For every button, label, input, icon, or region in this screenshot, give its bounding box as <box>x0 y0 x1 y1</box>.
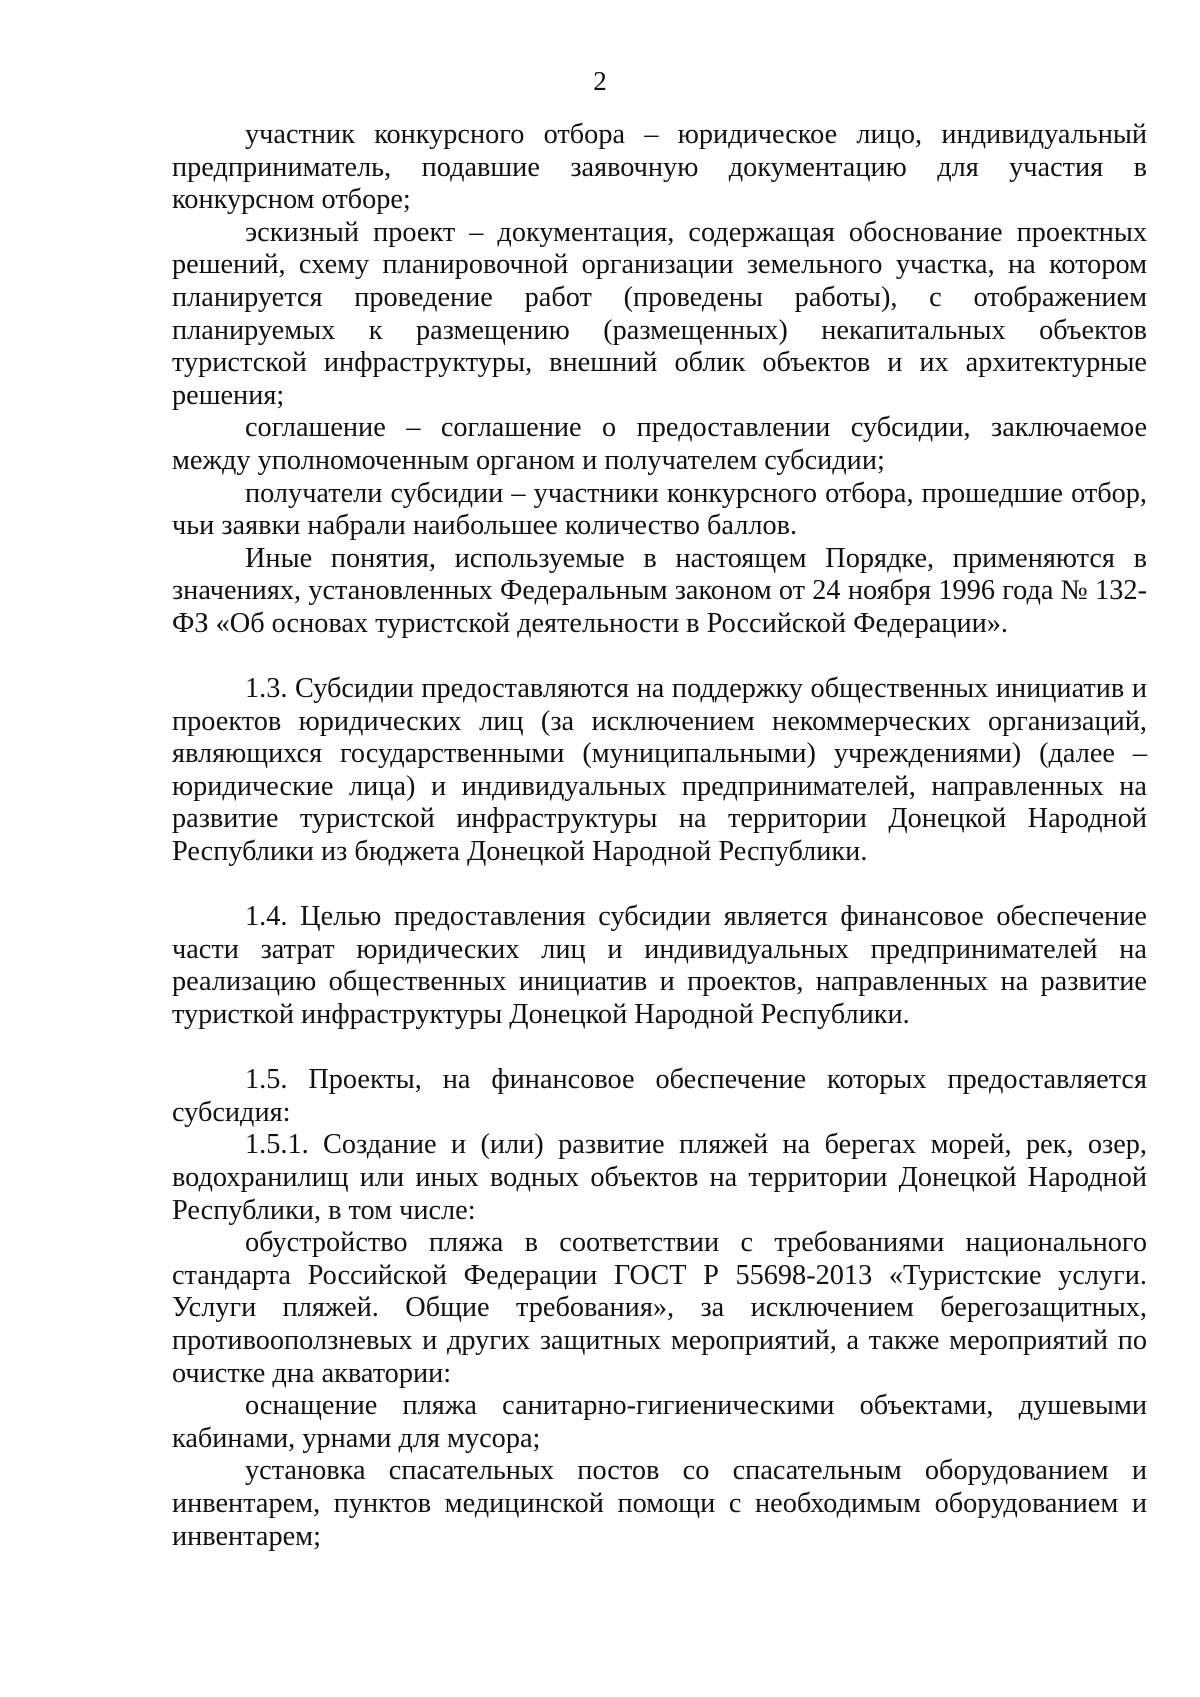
paragraph-definition-sketch-project: эскизный проект – документация, содержащая обоснование проектных решений, схему планировочной организации земельного участка, на котором планируется проведение работ (проведены работы), с отображением планируемых к размещению (размещенных) некапитальных объектов туристской инфраструктуры, внешний облик объектов и их архитектурные решения; <box>172 216 1147 411</box>
paragraph-definition-agreement: соглашение – соглашение о предоставлении субсидии, заключаемое между уполномоченным органом и получателем субсидии; <box>172 412 1147 476</box>
paragraph-rescue-posts: установка спасательных постов со спасательным оборудованием и инвентарем, пунктов медицинской помощи с необходимым оборудованием и инвентарем; <box>172 1455 1147 1552</box>
paragraph-section-1-5: 1.5. Проекты, на финансовое обеспечение которых предоставляется субсидия: <box>172 1064 1147 1128</box>
paragraph-section-1-3: 1.3. Субсидии предоставляются на поддержку общественных инициатив и проектов юридических лиц (за исключением некоммерческих организаций, являющихся государственными (муниципальными) учреждениями) (далее – юридические лица) и индивидуальных предпринимателей, направленных на развитие туристской инфраструктуры на территории Донецкой Народной Республики из бюджета Донецкой Народной Республики. <box>172 673 1147 868</box>
paragraph-definition-participant: участник конкурсного отбора – юридическое лицо, индивидуальный предприниматель, подавшие заявочную документацию для участия в конкурсном отборе; <box>172 119 1147 216</box>
paragraph-beach-equipment: оснащение пляжа санитарно-гигиеническими объектами, душевыми кабинами, урнами для мусора; <box>172 1390 1147 1454</box>
document-body <box>172 119 1147 1553</box>
paragraph-section-1-5-1: 1.5.1. Создание и (или) развитие пляжей на берегах морей, рек, озер, водохранилищ или иных водных объектов на территории Донецкой Народной Республики, в том числе: <box>172 1129 1147 1226</box>
page-number: 2 <box>593 66 607 96</box>
paragraph-definition-recipients: получатели субсидии – участники конкурсного отбора, прошедшие отбор, чьи заявки набрали наибольшее количество баллов. <box>172 477 1147 542</box>
paragraph-other-terms: Иные понятия, используемые в настоящем Порядке, применяются в значениях, установленных Федеральным законом от 24 ноября 1996 года № 132-ФЗ «Об основах туристской деятельности в Российской Федерации». <box>172 542 1147 639</box>
paragraph-section-1-4: 1.4. Целью предоставления субсидии является финансовое обеспечение части затрат юридических лиц и индивидуальных предпринимателей на реализацию общественных инициатив и проектов, направленных на развитие туристкой инфраструктуры Донецкой Народной Республики. <box>172 901 1147 1031</box>
paragraph-beach-arrangement: обустройство пляжа в соответствии с требованиями национального стандарта Российской Федерации ГОСТ Р 55698-2013 «Туристские услуги. Услуги пляжей. Общие требования», за исключением берегозащитных, противооползневых и других защитных мероприятий, а также мероприятий по очистке дна акватории: <box>172 1227 1147 1389</box>
